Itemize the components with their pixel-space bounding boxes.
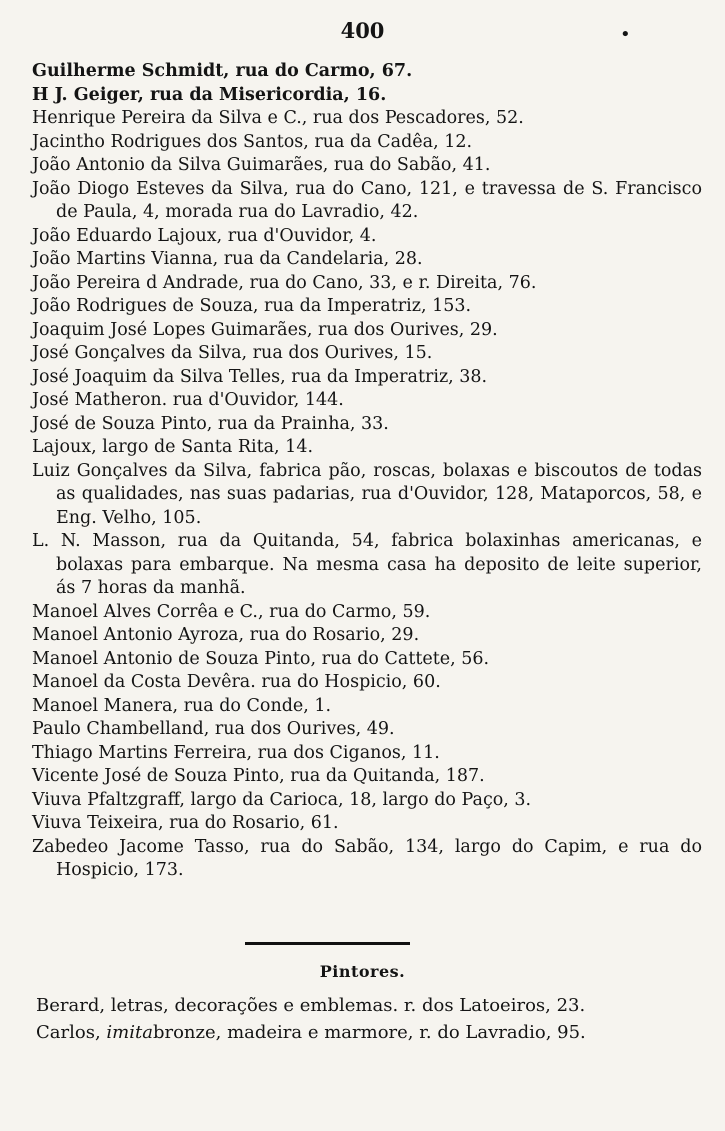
section-heading: Pintores. [319,962,406,981]
list-entry: Henrique Pereira da Silva e C., rua dos Pescadores, 52. [32,108,524,128]
page-number: 400 [340,18,385,43]
painter-entry-start: Carlos, [36,1022,107,1043]
list-entry: H J. Geiger, rua da Misericordia, 16. [32,84,387,105]
list-entry: L. N. Masson, rua da Quitanda, 54, fabrica bolaxinhas americanas, e bolaxas para embarque. Na mesma casa ha deposito de leite superior, ás 7 horas da manhã. [32,531,702,598]
list-entry: José Gonçalves da Silva, rua dos Ourives, 15. [32,343,433,363]
list-entry: João Rodrigues de Souza, rua da Imperatriz, 153. [32,296,472,316]
list-entry: Paulo Chambelland, rua dos Ourives, 49. [32,719,395,739]
painter-entry-end: bronze, madeira e marmore, r. do Lavradio, 95. [152,1022,586,1043]
corner-mark: • [620,24,631,45]
list-entry: Manoel Alves Corrêa e C., rua do Carmo, 59. [32,601,431,622]
painter-entry: Berard, letras, decorações e emblemas. r. dos Latoeiros, 23. [36,995,586,1016]
list-entry: Manoel Antonio Ayroza, rua do Rosario, 29. [32,625,420,645]
list-entry: José Matheron. rua d'Ouvidor, 144. [32,390,344,410]
list-entry: Manoel da Costa Devêra. rua do Hospicio, 60. [32,672,441,692]
entry-list [32,60,702,883]
list-entry: Viuva Pfaltzgraff, largo da Carioca, 18, largo do Paço, 3. [32,789,532,810]
section-divider [245,942,410,945]
list-entry: Luiz Gonçalves da Silva, fabrica pão, roscas, bolaxas e biscoutos de todas as qualidades, nas suas padarias, rua d'Ouvidor, 128, Mataporcos, 58, e Eng. Velho, 105. [32,460,702,528]
list-entry: Joaquim José Lopes Guimarães, rua dos Ourives, 29. [32,319,498,340]
list-entry: João Eduardo Lajoux, rua d'Ouvidor, 4. [32,225,377,246]
list-entry: Zabedeo Jacome Tasso, rua do Sabão, 134, largo do Capim, e rua do Hospicio, 173. [32,836,702,880]
list-entry: Manoel Antonio de Souza Pinto, rua do Cattete, 56. [32,648,490,669]
list-entry: Thiago Martins Ferreira, rua dos Ciganos, 11. [32,742,440,763]
list-entry: Lajoux, largo de Santa Rita, 14. [32,437,314,457]
list-entry: José de Souza Pinto, rua da Prainha, 33. [32,413,389,434]
list-entry: Vicente José de Souza Pinto, rua da Quitanda, 187. [32,766,485,786]
painter-entry-italic: imita [106,1022,153,1043]
painters-list [36,992,706,1046]
painter-entry [36,1019,706,1046]
list-entry: João Diogo Esteves da Silva, rua do Cano, 121, e travessa de S. Francisco de Paula, 4, morada rua do Lavradio, 42. [32,178,702,222]
list-entry: José Joaquim da Silva Telles, rua da Imperatriz, 38. [32,366,488,387]
list-entry: Jacintho Rodrigues dos Santos, rua da Cadêa, 12. [32,131,473,152]
list-entry: João Pereira d Andrade, rua do Cano, 33, e r. Direita, 76. [32,272,537,293]
list-entry: João Martins Vianna, rua da Candelaria, 28. [32,249,423,269]
list-entry: Guilherme Schmidt, rua do Carmo, 67. [32,61,413,81]
list-entry: João Antonio da Silva Guimarães, rua do Sabão, 41. [32,155,491,175]
list-entry: Manoel Manera, rua do Conde, 1. [32,695,332,716]
list-entry: Viuva Teixeira, rua do Rosario, 61. [32,813,339,833]
